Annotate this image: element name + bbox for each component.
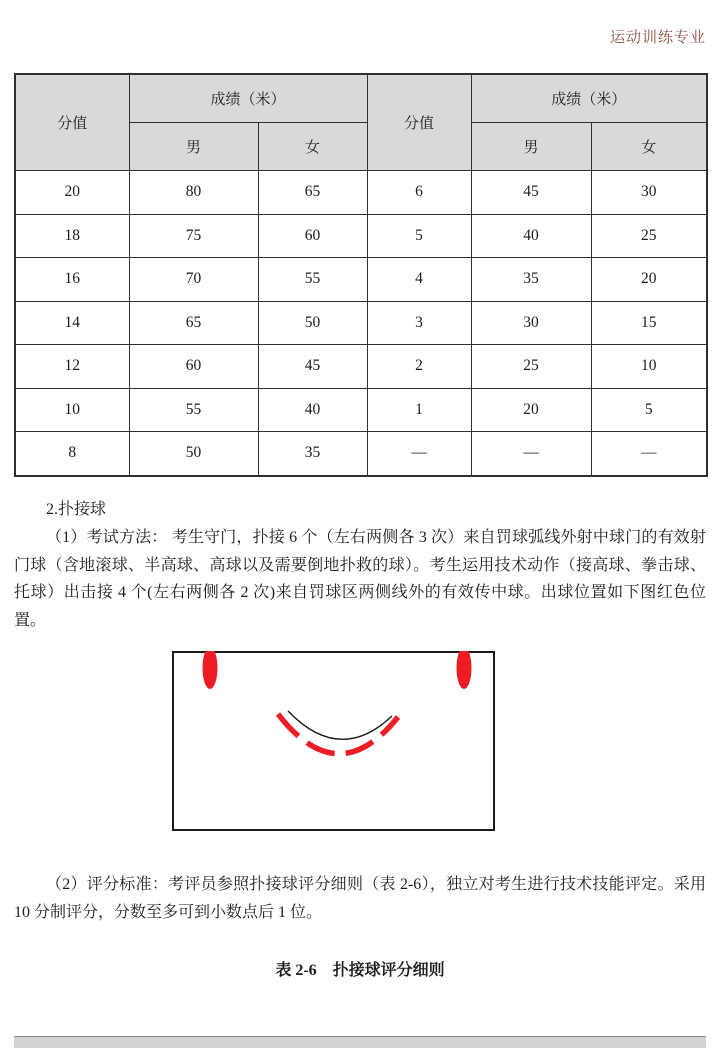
score-cell: 45 [471,171,591,215]
score-cell: 5 [591,388,707,432]
score-cell: 20 [15,171,129,215]
score-cell: 10 [591,345,707,389]
score-table-row [15,345,707,389]
score-table-row [15,258,707,302]
score-cell: 25 [471,345,591,389]
score-cell: — [367,432,471,476]
header-cell-male-left: 男 [129,123,258,171]
score-table-header [15,74,707,171]
score-table-row [15,171,707,215]
score-cell: 5 [367,214,471,258]
table-caption: 表 2-6 扑接球评分细则 [275,962,445,979]
score-cell: 18 [15,214,129,258]
score-cell: 45 [258,345,367,389]
header-cell-result-left: 成绩（米） [129,74,367,123]
score-cell: 25 [591,214,707,258]
shot-position-dashed-arc [278,714,398,754]
header-cell-female-left: 女 [258,123,367,171]
penalty-area-outline [173,652,494,830]
penalty-arc-line [288,711,392,739]
score-cell: 35 [471,258,591,302]
header-cell-score-right: 分值 [367,74,471,171]
score-cell: — [471,432,591,476]
section-heading: 2.扑接球 [46,501,107,518]
score-cell: 6 [367,171,471,215]
field-diagram [172,651,495,832]
score-cell: 65 [258,171,367,215]
score-cell: 8 [15,432,129,476]
score-cell: 14 [15,301,129,345]
score-cell: 75 [129,214,258,258]
score-cell: 10 [15,388,129,432]
score-cell: 30 [471,301,591,345]
header-cell-male-right: 男 [471,123,591,171]
score-cell: 35 [258,432,367,476]
cross-position-right-marker [457,651,472,689]
paragraph-exam-method: （1）考试方法： 考生守门，扑接 6 个（左右两侧各 3 次）来自罚球弧线外射中球门的有效射门球（含地滚球、半高球、高球以及需要倒地扑救的球）。考生运用技术动作（接高球、拳击球、托球）出击接 4 个(左右两侧各 2 次)来自罚球区两侧线外的有效传中球。出球位置如下图红色位置。 [14,529,706,629]
score-table-row [15,432,707,476]
score-cell: 2 [367,345,471,389]
score-cell: 50 [258,301,367,345]
score-cell: 16 [15,258,129,302]
score-cell: 4 [367,258,471,302]
score-cell: 15 [591,301,707,345]
score-cell: 55 [129,388,258,432]
score-cell: 65 [129,301,258,345]
score-cell: 80 [129,171,258,215]
header-cell-female-right: 女 [591,123,707,171]
score-cell: 60 [129,345,258,389]
next-table-header-strip [14,1036,706,1048]
score-cell: — [591,432,707,476]
score-cell: 30 [591,171,707,215]
score-table-row [15,388,707,432]
score-cell: 70 [129,258,258,302]
score-cell: 40 [471,214,591,258]
cross-position-left-marker [203,651,218,689]
score-cell: 20 [591,258,707,302]
paragraph-scoring-standard: （2）评分标准：考评员参照扑接球评分细则（表 2-6），独立对考生进行技术技能评定。采用 10 分制评分，分数至多可到小数点后 1 位。 [14,876,706,921]
score-cell: 60 [258,214,367,258]
score-cell: 1 [367,388,471,432]
header-cell-score-left: 分值 [15,74,129,171]
score-cell: 55 [258,258,367,302]
score-cell: 3 [367,301,471,345]
score-cell: 50 [129,432,258,476]
score-cell: 20 [471,388,591,432]
score-table-body [15,171,707,476]
score-cell: 40 [258,388,367,432]
page-header-right: 运动训练专业 [609,30,706,46]
score-table-row [15,214,707,258]
score-cell: 12 [15,345,129,389]
score-table-row [15,301,707,345]
header-cell-result-right: 成绩（米） [471,74,707,123]
score-table [14,73,708,477]
